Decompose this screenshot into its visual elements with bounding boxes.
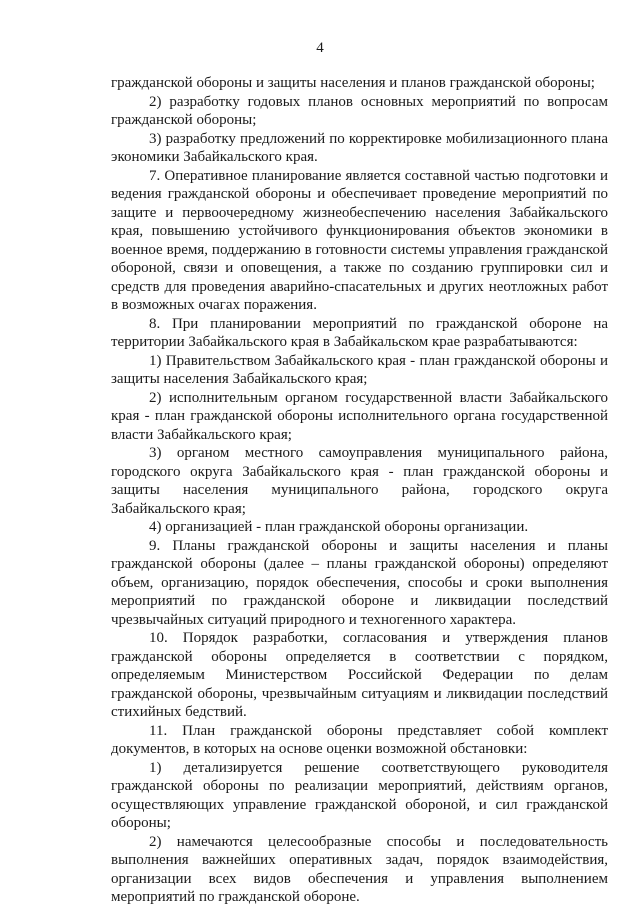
paragraph-section-8: 8. При планировании мероприятий по гражданской обороне на территории Забайкальского края в Забайкальском крае разрабатываются: xyxy=(111,315,608,350)
paragraph-section-8-item-4: 4) организацией - план гражданской обороны организации. xyxy=(149,519,529,535)
paragraph-section-7: 7. Оперативное планирование является составной частью подготовки и ведения гражданской обороны и обеспечивает проведение мероприятий по защите и первоочередному жизнеобеспечению населения Забайкальского края, повышению устойчивого функционирования объектов экономики в военное время, поддержанию в готовности системы управления гражданской обороной, связи и оповещения, а также по созданию группировки сил и средств для проведения аварийно-спасательных и других неотложных работ в возможных очагах поражения. xyxy=(111,167,608,313)
document-body xyxy=(111,74,608,907)
paragraph-section-11-item-1: 1) детализируется решение соответствующего руководителя гражданской обороны по реализации мероприятий, действиям органов, осуществляющих управление гражданской обороной, и сил гражданской обороны; xyxy=(111,759,608,831)
paragraph-continuation: гражданской обороны и защиты населения и планов гражданской обороны; xyxy=(111,75,595,91)
paragraph-section-11: 11. План гражданской обороны представляет собой комплект документов, в которых на основе оценки возможной обстановки: xyxy=(111,722,608,757)
paragraph-section-8-item-2: 2) исполнительным органом государственной власти Забайкальского края - план гражданской обороны исполнительного органа государственной власти Забайкальского края; xyxy=(111,389,608,443)
paragraph-section-8-item-1: 1) Правительством Забайкальского края - план гражданской обороны и защиты населения Забайкальского края; xyxy=(111,352,608,387)
page-number: 4 xyxy=(316,40,324,56)
paragraph-list-item-3: 3) разработку предложений по корректировке мобилизационного плана экономики Забайкальского края. xyxy=(111,130,608,165)
paragraph-section-8-item-3: 3) органом местного самоуправления муниципального района, городского округа Забайкальского края - план гражданской обороны и защиты населения муниципального района, городского округа Забайкальского края; xyxy=(111,445,608,517)
paragraph-list-item-2: 2) разработку годовых планов основных мероприятий по вопросам гражданской обороны; xyxy=(111,93,608,128)
paragraph-section-9: 9. Планы гражданской обороны и защиты населения и планы гражданской обороны (далее – планы гражданской обороны) определяют объем, организацию, порядок обеспечения, способы и сроки выполнения мероприятий по гражданской обороне и ликвидации последствий чрезвычайных ситуаций природного и техногенного характера. xyxy=(111,537,608,628)
paragraph-section-11-item-2: 2) намечаются целесообразные способы и последовательность выполнения важнейших оперативных задач, порядок взаимодействия, организации всех видов обеспечения и управления выполнением мероприятий по гражданской обороне. xyxy=(111,833,608,905)
paragraph-section-10: 10. Порядок разработки, согласования и утверждения планов гражданской обороны определяется в соответствии с порядком, определяемым Министерством Российской Федерации по делам гражданской обороны, чрезвычайным ситуациям и ликвидации последствий стихийных бедствий. xyxy=(111,630,608,720)
